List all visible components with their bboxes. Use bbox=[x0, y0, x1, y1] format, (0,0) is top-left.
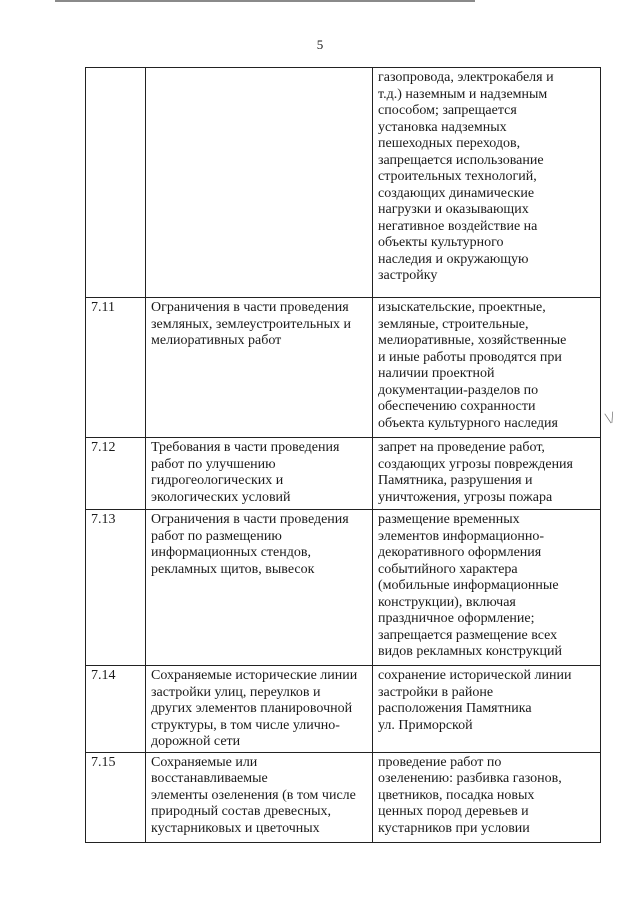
requirement-name: Требования в части проведения работ по улучшению гидрогеологических и экологических условий bbox=[146, 438, 373, 510]
page-number: 5 bbox=[316, 37, 324, 52]
requirement-name: Ограничения в части проведения земляных, землеустроительных и мелиоративных работ bbox=[146, 298, 373, 438]
row-number: 7.12 bbox=[86, 438, 146, 510]
requirement-description: размещение временных элементов информационно- декоративного оформления событийного характера (мобильные информационные конструкции), включая праздничное оформление; запрещается размещение всех видов рекламных конструкций bbox=[373, 510, 601, 666]
requirement-name bbox=[146, 68, 373, 298]
requirement-description: изыскательские, проектные, земляные, строительные, мелиоративные, хозяйственные и иные работы проводятся при наличии проектной документации-разделов по обеспечению сохранности объекта культурного наследия bbox=[373, 298, 601, 438]
table-row bbox=[86, 666, 601, 753]
table-row bbox=[86, 510, 601, 666]
requirement-description: газопровода, электрокабеля и т.д.) наземным и надземным способом; запрещается установка надземных пешеходных переходов, запрещается использование строительных технологий, создающих динамические нагрузки и оказывающих негативное воздействие на объекты культурного наследия и окружающую застройку bbox=[373, 68, 601, 298]
requirement-description: запрет на проведение работ, создающих угрозы повреждения Памятника, разрушения и уничтожения, угрозы пожара bbox=[373, 438, 601, 510]
row-number: 7.13 bbox=[86, 510, 146, 666]
requirement-name: Сохраняемые или восстанавливаемые элементы озеленения (в том числе природный состав древесных, кустарниковых и цветочных bbox=[146, 752, 373, 842]
table-row bbox=[86, 752, 601, 842]
table-row bbox=[86, 68, 601, 298]
table-row bbox=[86, 438, 601, 510]
row-number bbox=[86, 68, 146, 298]
row-number: 7.14 bbox=[86, 666, 146, 753]
requirement-name: Ограничения в части проведения работ по размещению информационных стендов, рекламных щитов, вывесок bbox=[146, 510, 373, 666]
top-scan-edge-line bbox=[55, 0, 475, 2]
margin-pen-mark: \/ bbox=[603, 409, 617, 428]
requirement-name: Сохраняемые исторические линии застройки улиц, переулков и других элементов планировочной структуры, в том числе улично- дорожной сети bbox=[146, 666, 373, 753]
requirement-description: сохранение исторической линии застройки в районе расположения Памятника ул. Приморской bbox=[373, 666, 601, 753]
restrictions-table bbox=[85, 67, 601, 843]
requirement-description: проведение работ по озеленению: разбивка газонов, цветников, посадка новых ценных пород деревьев и кустарников при условии bbox=[373, 752, 601, 842]
table-row bbox=[86, 298, 601, 438]
row-number: 7.11 bbox=[86, 298, 146, 438]
row-number: 7.15 bbox=[86, 752, 146, 842]
